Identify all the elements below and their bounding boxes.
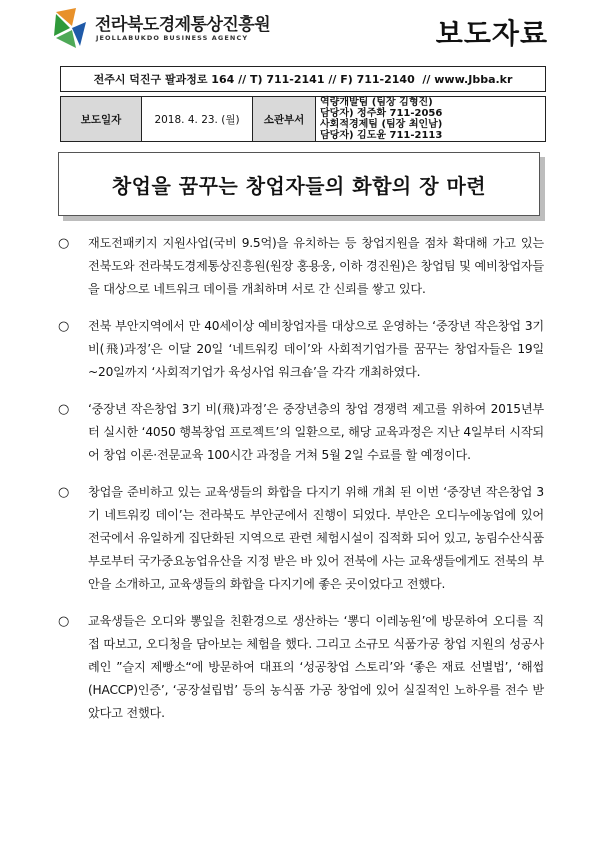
contact-web: // www.Jbba.kr (422, 72, 513, 86)
dept-line: 역량개발팀 (팀장 김형진) (320, 97, 433, 108)
dept-contacts (316, 97, 545, 141)
agency-logo-icon (50, 6, 90, 50)
contact-bar (60, 66, 546, 92)
document-header (0, 0, 600, 60)
paragraph-text: ‘중장년 작은창업 3기 비(飛)과정’은 중장년층의 창업 경쟁력 제고를 위하여 2015년부터 실시한 ‘4050 행복창업 프로젝트’의 일환으로, 해당 교육과정은 지난 4일부터 시작되어 창업 이론·전문교육 100시간 과정을 거쳐 5월 2일 수료를 할 예정이다. (88, 402, 544, 462)
date-label: 보도일자 (61, 97, 142, 141)
press-release-title: 보도자료 (435, 17, 548, 50)
paragraph-text: 교육생들은 오디와 뽕잎을 친환경으로 생산하는 ‘뽕디 이레농원’에 방문하여 오디를 직접 따보고, 오디청을 담아보는 체험을 했다. 그리고 소규모 식품가공 창업 지원의 성공사례인 ”슬지 제빵소“에 방문하여 대표의 ‘성공창업 스토리’와 ‘좋은 재료 선별법’, ‘해썹(HACCP)인증’, ‘공장설립법’ 등의 농식품 가공 창업에 있어 실질적인 노하우를 전수 받았다고 전했다. (88, 614, 544, 720)
paragraph-text: 창업을 준비하고 있는 교육생들의 화합을 다지기 위해 개최 된 이번 ‘중장년 작은창업 3기 네트워킹 데이’는 전라북도 부안군에서 진행이 되었다. 부안은 오디누에농업에 있어 전국에서 유일하게 집단화된 지역으로 관련 체험시설이 집적화 되어 있고, 농림수산식품부로부터 국가중요농업유산을 지정 받은 바 있어 전북에 사는 교육생들에게도 전북의 부안을 소개하고, 교육생들의 화합을 다지기에 좋은 곳이었다고 전했다. (88, 485, 544, 591)
org-name-en: JEOLLABUKDO BUSINESS AGENCY (96, 34, 249, 42)
paragraph (60, 481, 544, 596)
dept-line: 사회적경제팀 (팀장 최인남) (320, 119, 443, 130)
org-name-ko: 전라북도경제통상진흥원 (95, 15, 271, 35)
paragraph (60, 610, 544, 725)
paragraph (60, 398, 544, 467)
paragraph (60, 315, 544, 384)
bullet-circle-icon: ○ (58, 485, 70, 500)
bullet-circle-icon: ○ (58, 614, 70, 629)
paragraph-text: 전북 부안지역에서 만 40세이상 예비창업자를 대상으로 운영하는 ‘중장년 작은창업 3기 비(飛)과정’은 이달 20일 ‘네트워킹 데이’와 사회적기업가를 꿈꾸는 창업자들은 19일~20일까지 ‘사회적기업가 육성사업 워크숍’을 각각 개최하였다. (88, 319, 544, 379)
bullet-circle-icon: ○ (58, 319, 70, 334)
contact-fax: // F) 711-2140 (328, 72, 415, 86)
dept-line: 담당자) 김도윤 711-2113 (320, 130, 443, 141)
bullet-circle-icon: ○ (58, 236, 70, 251)
paragraph (60, 232, 544, 301)
dept-label: 소관부서 (253, 97, 316, 141)
release-info-table (60, 96, 546, 142)
article-body (60, 232, 544, 739)
bullet-circle-icon: ○ (58, 402, 70, 417)
contact-tel: // T) 711-2141 (238, 72, 325, 86)
paragraph-text: 재도전패키지 지원사업(국비 9.5억)을 유치하는 등 창업지원을 점차 확대해 가고 있는 전북도와 전라북도경제통상진흥원(원장 홍용웅, 이하 경진원)은 창업팀 및 예비창업자들을 대상으로 네트워크 데이를 개최하며 서로 간 신뢰를 쌓고 있다. (88, 236, 544, 296)
dept-line: 담당자) 정주화 711-2056 (320, 108, 443, 119)
contact-address: 전주시 덕진구 팔과정로 164 (93, 73, 235, 86)
headline-box (58, 152, 540, 216)
headline: 창업을 꿈꾸는 창업자들의 화합의 장 마련 (111, 173, 487, 198)
date-value: 2018. 4. 23. (월) (142, 97, 253, 141)
